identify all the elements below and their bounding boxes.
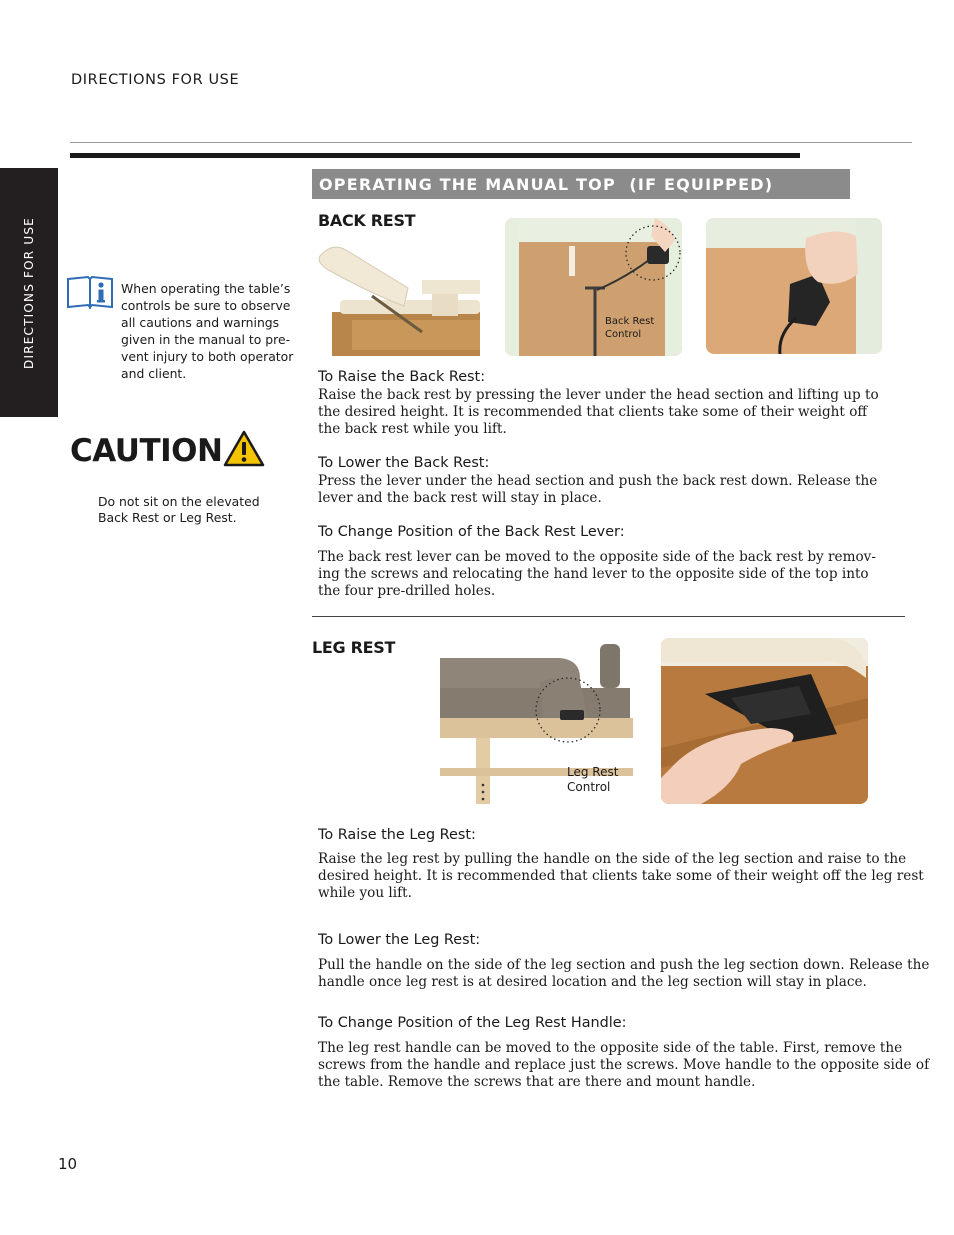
raise-leg-rest-text: Raise the leg rest by pulling the handle on the side of the leg section and raise to the desired height. It is recommended that clients take some of their weight off the leg rest while you lift.	[318, 851, 924, 901]
photo-label-line: Back Rest	[605, 316, 655, 327]
side-tab	[0, 168, 58, 417]
lower-back-rest-heading: To Lower the Back Rest:	[318, 455, 490, 471]
change-back-rest-text: The back rest lever can be moved to the opposite side of the back rest by remov- ing the screws and relocating the hand lever to the opposite side of the top into the four pre-drilled holes.	[318, 549, 876, 599]
back-rest-heading: BACK REST	[318, 211, 416, 230]
back-rest-lever-photo	[706, 218, 882, 354]
change-leg-rest-heading: To Change Position of the Leg Rest Handle:	[318, 1015, 627, 1031]
section-title: OPERATING THE MANUAL TOP (IF EQUIPPED)	[319, 175, 774, 194]
section-title-bar	[312, 169, 850, 199]
leg-rest-handle-photo	[661, 638, 868, 804]
raise-leg-rest-heading: To Raise the Leg Rest:	[318, 827, 476, 843]
photo-label-line: Control	[567, 780, 611, 794]
lower-leg-rest-heading: To Lower the Leg Rest:	[318, 932, 481, 948]
change-back-rest-heading: To Change Position of the Back Rest Lever:	[318, 524, 625, 540]
running-header: DIRECTIONS FOR USE	[71, 72, 240, 88]
change-leg-rest-text: The leg rest handle can be moved to the opposite side of the table. First, remove the screws from the handle and replace just the screws. Move handle to the opposite side of the table. Remove the screws that are there and mount handle.	[318, 1040, 930, 1090]
header-rule-thick	[70, 153, 800, 158]
manual-info-icon	[66, 273, 114, 311]
photo-label-line: Leg Rest	[567, 765, 619, 779]
raise-back-rest-heading: To Raise the Back Rest:	[318, 369, 486, 385]
photo-label-line: Control	[605, 329, 642, 340]
caution-note: Do not sit on the elevated Back Rest or Leg Rest.	[98, 494, 260, 525]
leg-rest-photo-label	[567, 765, 618, 795]
caution-title: CAUTION	[70, 433, 223, 469]
section-divider	[312, 616, 905, 617]
header-rule-thin	[70, 142, 912, 143]
lower-back-rest-text: Press the lever under the head section and push the back rest down. Release the lever and the back rest will stay in place.	[318, 473, 878, 506]
info-note: When operating the table’s controls be sure to observe all cautions and warnings given in the manual to pre- vent injury to both operator and client.	[121, 281, 294, 381]
back-rest-photo-label	[605, 315, 654, 341]
leg-rest-heading: LEG REST	[312, 638, 396, 657]
lower-leg-rest-text: Pull the handle on the side of the leg section and push the leg section down. Release the handle once leg rest is at desired location and the leg section will stay in place.	[318, 957, 930, 990]
page-number: 10	[58, 1155, 78, 1173]
side-tab-label: DIRECTIONS FOR USE	[22, 216, 36, 369]
raise-back-rest-text: Raise the back rest by pressing the lever under the head section and lifting up to the desired height. It is recommended that clients take some of their weight off the back rest while you lift.	[318, 387, 879, 437]
warning-icon	[223, 430, 265, 468]
back-rest-table-photo	[312, 236, 480, 356]
back-rest-control-photo	[505, 218, 682, 356]
